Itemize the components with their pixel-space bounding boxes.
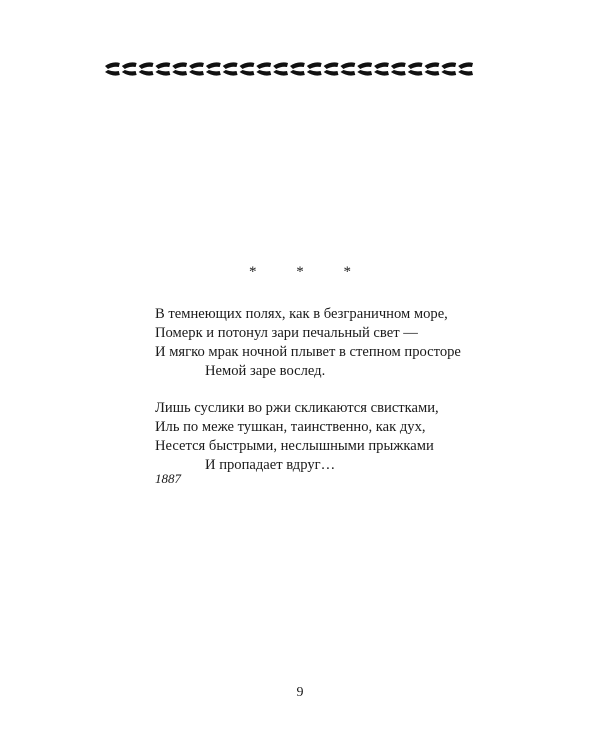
poem-line: Лишь суслики во ржи скликаются свистками,: [155, 400, 439, 416]
ornament-chevron: [273, 62, 288, 75]
ornament-chevron: [105, 62, 120, 75]
ornament-chevron: [408, 62, 423, 75]
ornament-chevron: [240, 62, 255, 75]
poem: [155, 305, 495, 493]
ornament-chevron: [256, 62, 271, 75]
ornament-chevron: [357, 62, 372, 75]
ornament-chevron: [374, 62, 389, 75]
page-number: 9: [296, 685, 304, 700]
ornament-chevron: [122, 62, 137, 75]
ornament-chevron: [458, 62, 473, 75]
poem-line: В темнеющих полях, как в безграничном море,: [155, 306, 448, 322]
ornament-chevron: [425, 62, 440, 75]
ornament-chevron: [307, 62, 322, 75]
stanza-1: [155, 305, 495, 381]
ornament-chevron: [155, 62, 170, 75]
poem-line-indented: И пропадает вдруг…: [205, 457, 336, 473]
poem-line: И мягко мрак ночной плывет в степном просторе: [155, 344, 461, 360]
poem-date: 1887: [155, 471, 181, 486]
ornament-chevron: [441, 62, 456, 75]
ornament-chevron: [391, 62, 406, 75]
ornament-chevron: [340, 62, 355, 75]
ornament-chevron: [324, 62, 339, 75]
poem-line: Померк и потонул зари печальный свет —: [155, 325, 418, 341]
stanza-2: [155, 399, 495, 475]
poem-line: Иль по меже тушкан, таинственно, как дух,: [155, 419, 426, 435]
poem-line-indented: Немой заре вослед.: [205, 363, 326, 379]
decorative-border-ornament: [104, 60, 474, 80]
ornament-chevron: [189, 62, 204, 75]
asterism-divider: * * *: [249, 264, 369, 280]
ornament-chevron: [206, 62, 221, 75]
ornament-chevron: [290, 62, 305, 75]
ornament-chevron: [172, 62, 187, 75]
ornament-chevron: [139, 62, 154, 75]
poem-line: Несется быстрыми, неслышными прыжками: [155, 438, 434, 454]
ornament-chevron: [223, 62, 238, 75]
